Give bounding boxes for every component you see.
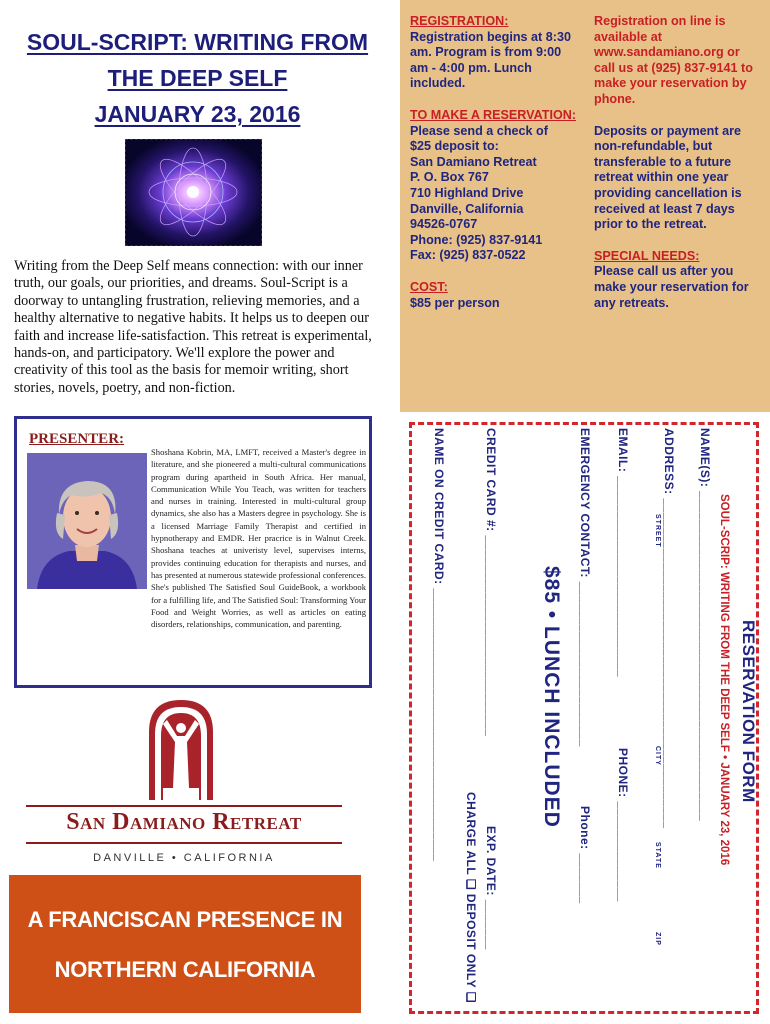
emergency-contact-label: EMERGENCY CONTACT: [578,428,592,578]
exp-date-label: EXP. DATE: [484,826,498,896]
address-label: ADDRESS: [662,428,676,495]
phone-field[interactable]: PHONE: ______________ [616,748,630,902]
special-needs-text: Please call us after you make your reservation for any retreats. [594,264,749,310]
registration-right-column [594,14,754,311]
intro-paragraph: Writing from the Deep Self means connection: with our inner truth, our goals, our priorities, and dreams. Soul-Script is a doorway to untangling frustration, relieving memories, and a healthy alternative to negative habits. It helps us to deepen our faith and increase life-satisfaction. This retreat is experimental, hands-on, and participatory. We'll explore the power and creativity of this tool as the basis for memoir writing, short stories, novels, poetry, and non-fiction. [14,258,372,396]
mandala-image [125,139,262,246]
reserve-line: P. O. Box 767 [410,170,489,185]
city-caption: CITY [654,746,661,766]
title-line-2: THE DEEP SELF [107,65,288,91]
special-needs-heading: SPECIAL NEEDS: [594,248,700,263]
reserve-line: Fax: (925) 837-0522 [410,248,526,263]
presenter-label: PRESENTER: [29,431,125,447]
credit-card-field[interactable]: CREDIT CARD #: ____________________________ [484,428,498,737]
credit-card-label: CREDIT CARD #: [484,428,498,532]
banner-line-1: A FRANCISCAN PRESENCE IN [27,907,343,932]
title-line-1: SOUL-SCRIPT: WRITING FROM [26,29,369,55]
phone-label: PHONE: [616,748,630,798]
name-on-card-field[interactable]: NAME ON CREDIT CARD: ______________________________________ [432,428,446,862]
form-title: RESERVATION FORM [739,620,758,803]
cost-heading: COST: [410,279,448,294]
registration-left-column [410,14,578,311]
form-subtitle: SOUL-SCRIP: WRITING FROM THE DEEP SELF • JANUARY 23, 2016 [718,494,730,866]
presenter-box [14,416,372,688]
registration-heading: REGISTRATION: [410,14,509,28]
reserve-line: San Damiano Retreat [410,154,537,169]
address-field[interactable]: ADDRESS: ______________________________________________ [662,428,676,829]
name-on-card-label: NAME ON CREDIT CARD: [432,428,446,585]
franciscan-banner [9,875,361,1013]
state-caption: STATE [654,842,661,869]
logo-rule-top [26,805,342,807]
presenter-bio: Shoshana Kobrin, MA, LMFT, received a Master's degree in literature, and she pioneered a multi-cultural communications program during apartheid in South Africa. Her manual, Communication While You Teach, was written for teachers and nurses in training. Interested in multi-cultural group dynamics, she also has a Masters degree in psychology. She is a licensed Marriage Family Therapist and certified in hypnotherapy and EMDR. Her pracrice is in Walnut Creek. Shoshana teaches at univeristy level, supervises interns, provides continuing education for therapists and nurses, and has presented at numerous statewide professional conferences. She's published The Satisfied Soul GuideBook, a workbook for a fulfilling life, and The Satisfied Soul: Transforming Your Food and Weight Worries, as well as articles on eating disorders, relationships, communication, and parenting. [151,447,367,630]
logo-rule-bottom [26,842,342,844]
reserve-line: Please send a check of [410,123,548,138]
presenter-photo [27,453,147,589]
price-line: $85 • LUNCH INCLUDED [540,566,563,828]
email-label: EMAIL: [616,428,630,473]
banner-line-2: NORTHERN CALIFORNIA [54,957,316,982]
zip-caption: ZIP [654,932,661,946]
names-label: NAME(S): [698,428,712,488]
reserve-line: 94526-0767 [410,217,478,232]
registration-text: Registration begins at 8:30 am. Program is from 9:00 am - 4:00 pm. Lunch included. [410,29,571,91]
emergency-phone-field[interactable]: Phone: _______ [578,806,592,904]
reservation-heading: TO MAKE A RESERVATION: [410,107,577,122]
names-field[interactable]: NAME(S): ______________________________________________ [698,428,712,822]
cost-value: $85 per person [410,295,500,310]
reserve-line: 710 Highland Drive [410,185,524,200]
email-field[interactable]: EMAIL: ____________________________ [616,428,630,678]
street-caption: STREET [654,514,661,548]
flyer-title [0,24,395,132]
reserve-line: $25 deposit to: [410,139,499,154]
logo-location: DANVILLE • CALIFORNIA [93,852,275,864]
san-damiano-logo-icon [141,696,221,800]
deposit-policy-text: Deposits or payment are non-refundable, but transferable to a future retreat within one year providing cancellation is received at least 7 days prior to the retreat. [594,123,742,232]
emergency-phone-label: Phone: [578,806,592,850]
reserve-line: Phone: (925) 837-9141 [410,232,543,247]
reserve-line: Danville, California [410,201,524,216]
exp-date-field[interactable]: EXP. DATE: _______ [484,826,498,950]
emergency-contact-field[interactable]: EMERGENCY CONTACT: _______________________ [578,428,592,747]
logo-name: San Damiano Retreat [66,809,302,835]
charge-options[interactable]: CHARGE ALL ❑ DEPOSIT ONLY ❑ [464,792,478,1004]
registration-panel [400,0,770,412]
title-line-3: JANUARY 23, 2016 [94,101,301,127]
online-registration-text: Registration on line is available at www.sandamiano.org or call us at (925) 837-9141 to make your reservation by phone. [594,14,753,106]
